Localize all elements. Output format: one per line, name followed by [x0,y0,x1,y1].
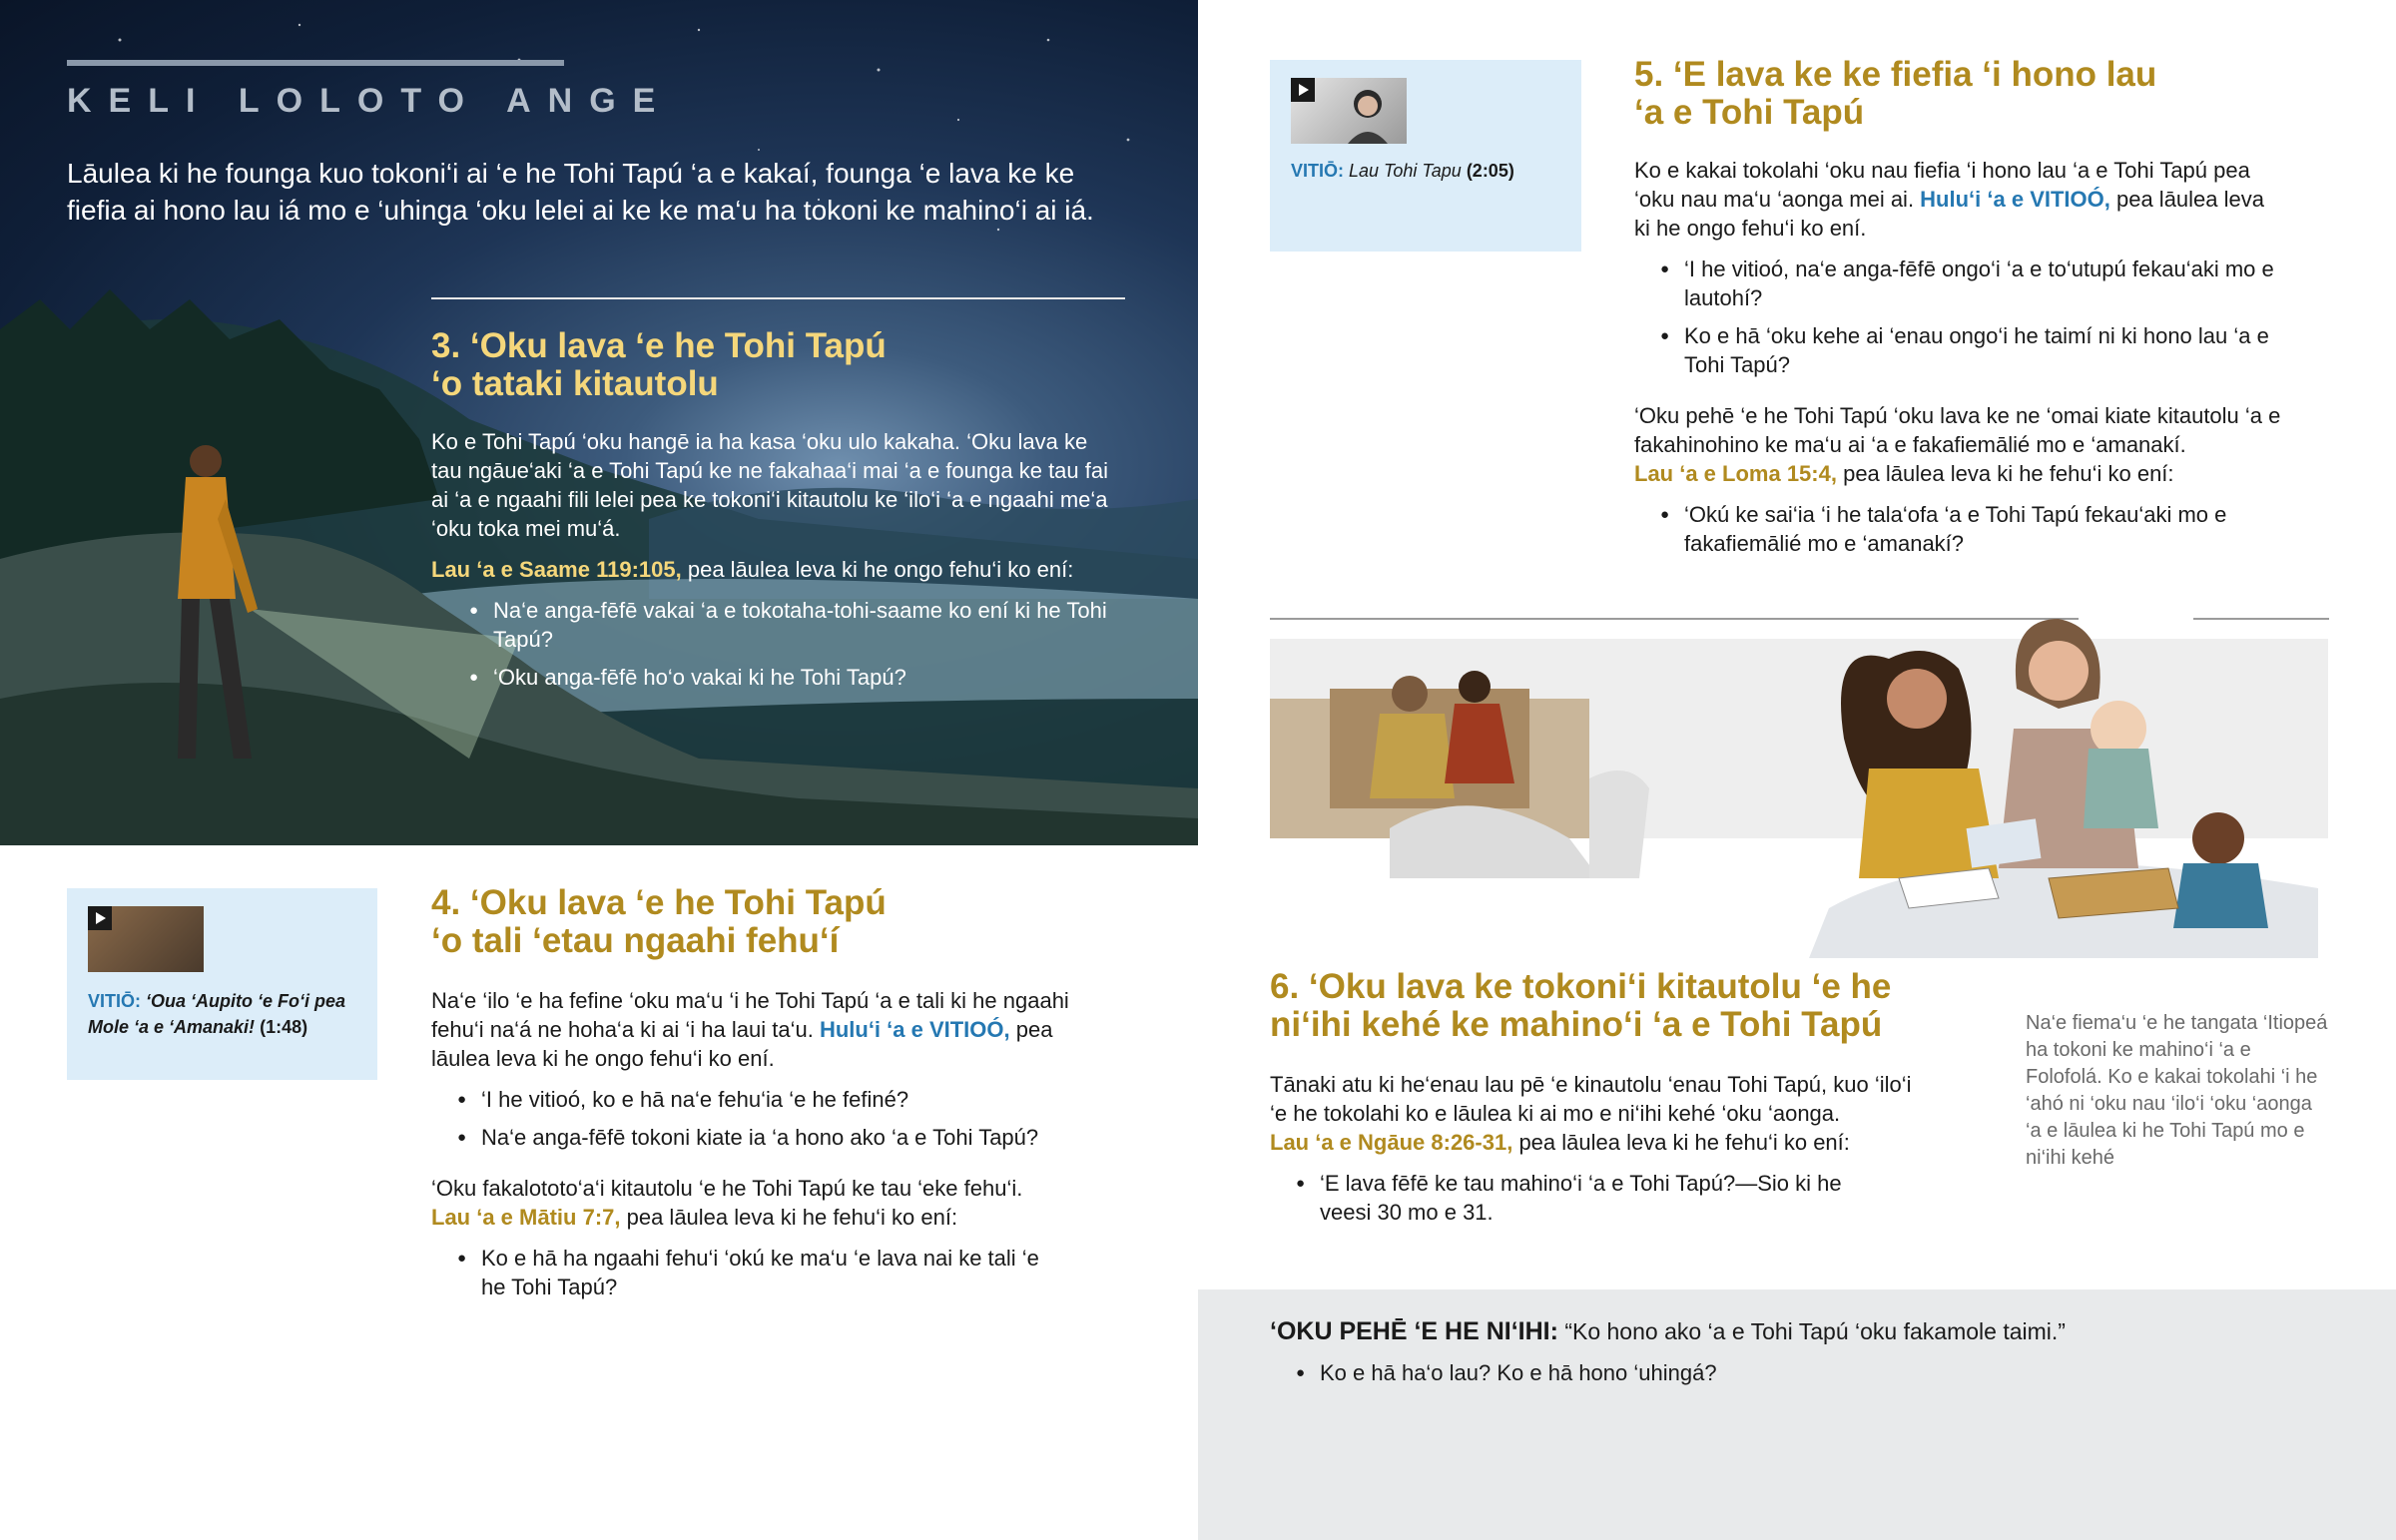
section-3-questions [469,596,1120,692]
section-5-body: Ko e kakai tokolahi ‘oku nau fiefia ‘i hono lau ‘a e Tohi Tapú pea ‘oku nau ma‘u ‘aonga mei ai. Hulu‘i ‘a e VITIOÓ, pea lāulea leva ki he ongo fehu‘i ko ení. [1634,158,2264,241]
list-item: ● Ko e hā ‘oku kehe ai ‘enau ongo‘i he taimí ni ki hono lau ‘a e Tohi Tapú? [1660,321,2283,379]
others-say-label: ‘OKU PEHĒ ‘E HE NI‘IHI: [1270,1317,1558,1345]
section-6 [1270,968,1929,1236]
section-6-body: Tānaki atu ki he‘enau lau pē ‘e kinautolu ‘enau Tohi Tapú, kuo ‘ilo‘i ‘e he tokolahi ko e lāulea ki ai mo e ni‘ihi kehé ‘oku ‘aonga. [1270,1072,1912,1126]
section-4-body: Na‘e ‘ilo ‘e ha fefine ‘oku ma‘u ‘i he Tohi Tapú ‘a e tali ki he ngaahi fehu‘i na‘á ne hoha‘a ki ai ‘i ha laui ta‘u. Hulu‘i ‘a e VITIOÓ, pea lāulea leva ki he ongo fehu‘i ko ení. [431,988,1069,1071]
play-icon[interactable] [1291,78,1315,102]
scripture-ref-link[interactable]: Lau ‘a e Saame 119:105, [431,557,682,582]
young-woman-thumbnail-figure [1343,82,1393,144]
video-duration: (2:05) [1466,161,1514,181]
watch-video-link[interactable]: Hulu‘i ‘a e VITIOÓ, [819,1017,1010,1042]
page-kicker: KELI LOLOTO ANGE [67,82,673,120]
section-5-heading: 5. ‘E lava ke ke fiefia ‘i hono lau ‘a e Tohi Tapú [1634,55,2157,132]
video-title[interactable]: ‘Oua ‘Aupito ‘e Fo‘i pea Mole ‘a e ‘Amanaki! [88,991,346,1037]
list-item: ● Ko e hā ha ngaahi fehu‘i ‘okú ke ma‘u ‘e lava nai ke tali ‘e he Tohi Tapú? [457,1244,1056,1301]
scripture-ref-link[interactable]: Lau ‘a e Ngāue 8:26-31, [1270,1130,1513,1155]
section-4-heading: 4. ‘Oku lava ‘e he Tohi Tapú ‘o tali ‘etau ngaahi fehu‘í [431,883,887,960]
kicker-rule [67,60,564,66]
bible-study-illustration [1270,579,2348,978]
list-item: ● ‘E lava fēfē ke tau mahino‘i ‘a e Tohi Tapú?—Sio ki he veesi 30 mo e 31. [1296,1169,1875,1227]
section-3 [431,327,1120,701]
video-title[interactable]: Lau Tohi Tapu [1349,161,1462,181]
section-4-questions [457,1085,1110,1152]
others-say-questions [1296,1358,2348,1387]
section-3-instruction: Lau ‘a e Saame 119:105, pea lāulea leva ki he ongo fehu‘i ko ení: [431,557,1074,582]
list-item: ● ‘I he vitioó, na‘e anga-fēfē ongo‘i ‘a e to‘utupú fekau‘aki mo e lautohí? [1660,255,2283,312]
others-say-quote: “Ko hono ako ‘a e Tohi Tapú ‘oku fakamole taimi.” [1557,1318,2066,1344]
section-4-body-2: ‘Oku fakalototo‘a‘i kitautolu ‘e he Tohi Tapú ke tau ‘eke fehu‘i. [431,1176,1023,1201]
video-thumbnail[interactable] [88,906,204,972]
list-item: ● Ko e hā ha‘o lau? Ko e hā hono ‘uhingá? [1296,1358,2348,1387]
illustration-caption: Na‘e fiema‘u ‘e he tangata ‘Itiopeá ha tokoni ke mahino‘i ‘a e Folofolá. Ko e kakai tokolahi ‘i he ‘ahó ni ‘oku nau ‘ilo‘i ‘oku ‘aonga ‘a e lāulea ki he Tohi Tapú mo e ni‘ihi kehé [2026,1012,2328,1169]
others-say [1270,1317,2348,1396]
video-card-section-4[interactable] [67,888,377,1080]
video-thumbnail[interactable] [1291,78,1407,144]
list-item: ● ‘Oku anga-fēfē ho‘o vakai ki he Tohi Tapú? [469,663,1120,692]
section-5-instruction: Lau ‘a e Loma 15:4, pea lāulea leva ki he fehu‘i ko ení: [1634,461,2174,486]
hero-night-scene [0,0,1198,845]
section-5-questions-2 [1660,500,2283,558]
scripture-ref-link[interactable]: Lau ‘a e Loma 15:4, [1634,461,1837,486]
section-5-body-2: ‘Oku pehē ‘e he Tohi Tapú ‘oku lava ke ne ‘omai kiate kitautolu ‘a e fakahinohino ke ma‘u ai ‘a e fakafiemālié mo e ‘amanakí. [1634,403,2281,457]
scripture-ref-link[interactable]: Lau ‘a e Mātiu 7:7, [431,1205,621,1230]
section-6-heading: 6. ‘Oku lava ke tokoni‘i kitautolu ‘e he ni‘ihi kehé ke mahino‘i ‘a e Tohi Tapú [1270,967,1892,1044]
section-4 [431,884,1110,1310]
watch-video-link[interactable]: Hulu‘i ‘a e VITIOÓ, [1920,187,2110,212]
list-item: ● ‘Okú ke sai‘ia ‘i he tala‘ofa ‘a e Tohi Tapú fekau‘aki mo e fakafiemālié mo e ‘amanakí? [1660,500,2283,558]
section-4-instruction: Lau ‘a e Mātiu 7:7, pea lāulea leva ki he fehu‘i ko ení: [431,1205,958,1230]
others-say-statement [1270,1317,2348,1346]
intro-text: Lāulea ki he founga kuo tokoni‘i ai ‘e he Tohi Tapú ‘a e kakaí, founga ‘e lava ke ke fiefia ai hono lau iá mo e ‘uhinga ‘oku lelei ai ke ke ma‘u ha tokoni ke mahino‘i ai iá. [67,158,1094,226]
section-3-body: Ko e Tohi Tapú ‘oku hangē ia ha kasa ‘oku ulo kakaha. ‘Oku lava ke tau ngāue‘aki ‘a e Tohi Tapú ke ne fakahaa‘i mai ‘a e founga ke tau fai ai ‘a e ngaahi fili lelei pea ke tokoni‘i kitautolu ke ‘ilo‘i ‘a e ngaahi me‘a ‘oku toka mei mu‘á. [431,429,1109,541]
section-5-questions [1660,255,2283,379]
section-divider [431,297,1125,299]
video-caption: VITIŌ: Lau Tohi Tapu (2:05) [1291,161,1514,181]
list-item: ● Na‘e anga-fēfē tokoni kiate ia ‘a hono ako ‘a e Tohi Tapú? [457,1123,1110,1152]
video-card-section-5[interactable] [1270,60,1581,252]
video-caption: VITIŌ: ‘Oua ‘Aupito ‘e Fo‘i pea Mole ‘a e ‘Amanaki! (1:48) [88,991,346,1037]
section-6-questions [1296,1169,1875,1227]
section-4-questions-2 [457,1244,1056,1301]
video-duration: (1:48) [260,1017,308,1037]
section-3-heading: 3. ‘Oku lava ‘e he Tohi Tapú ‘o tataki kitautolu [431,326,887,403]
list-item: ● Na‘e anga-fēfē vakai ‘a e tokotaha-tohi-saame ko ení ki he Tohi Tapú? [469,596,1120,654]
section-6-instruction: Lau ‘a e Ngāue 8:26-31, pea lāulea leva ki he fehu‘i ko ení: [1270,1130,1850,1155]
list-item: ● ‘I he vitioó, ko e hā na‘e fehu‘ia ‘e he fefiné? [457,1085,1110,1114]
section-5 [1634,56,2283,567]
play-icon[interactable] [88,906,112,930]
